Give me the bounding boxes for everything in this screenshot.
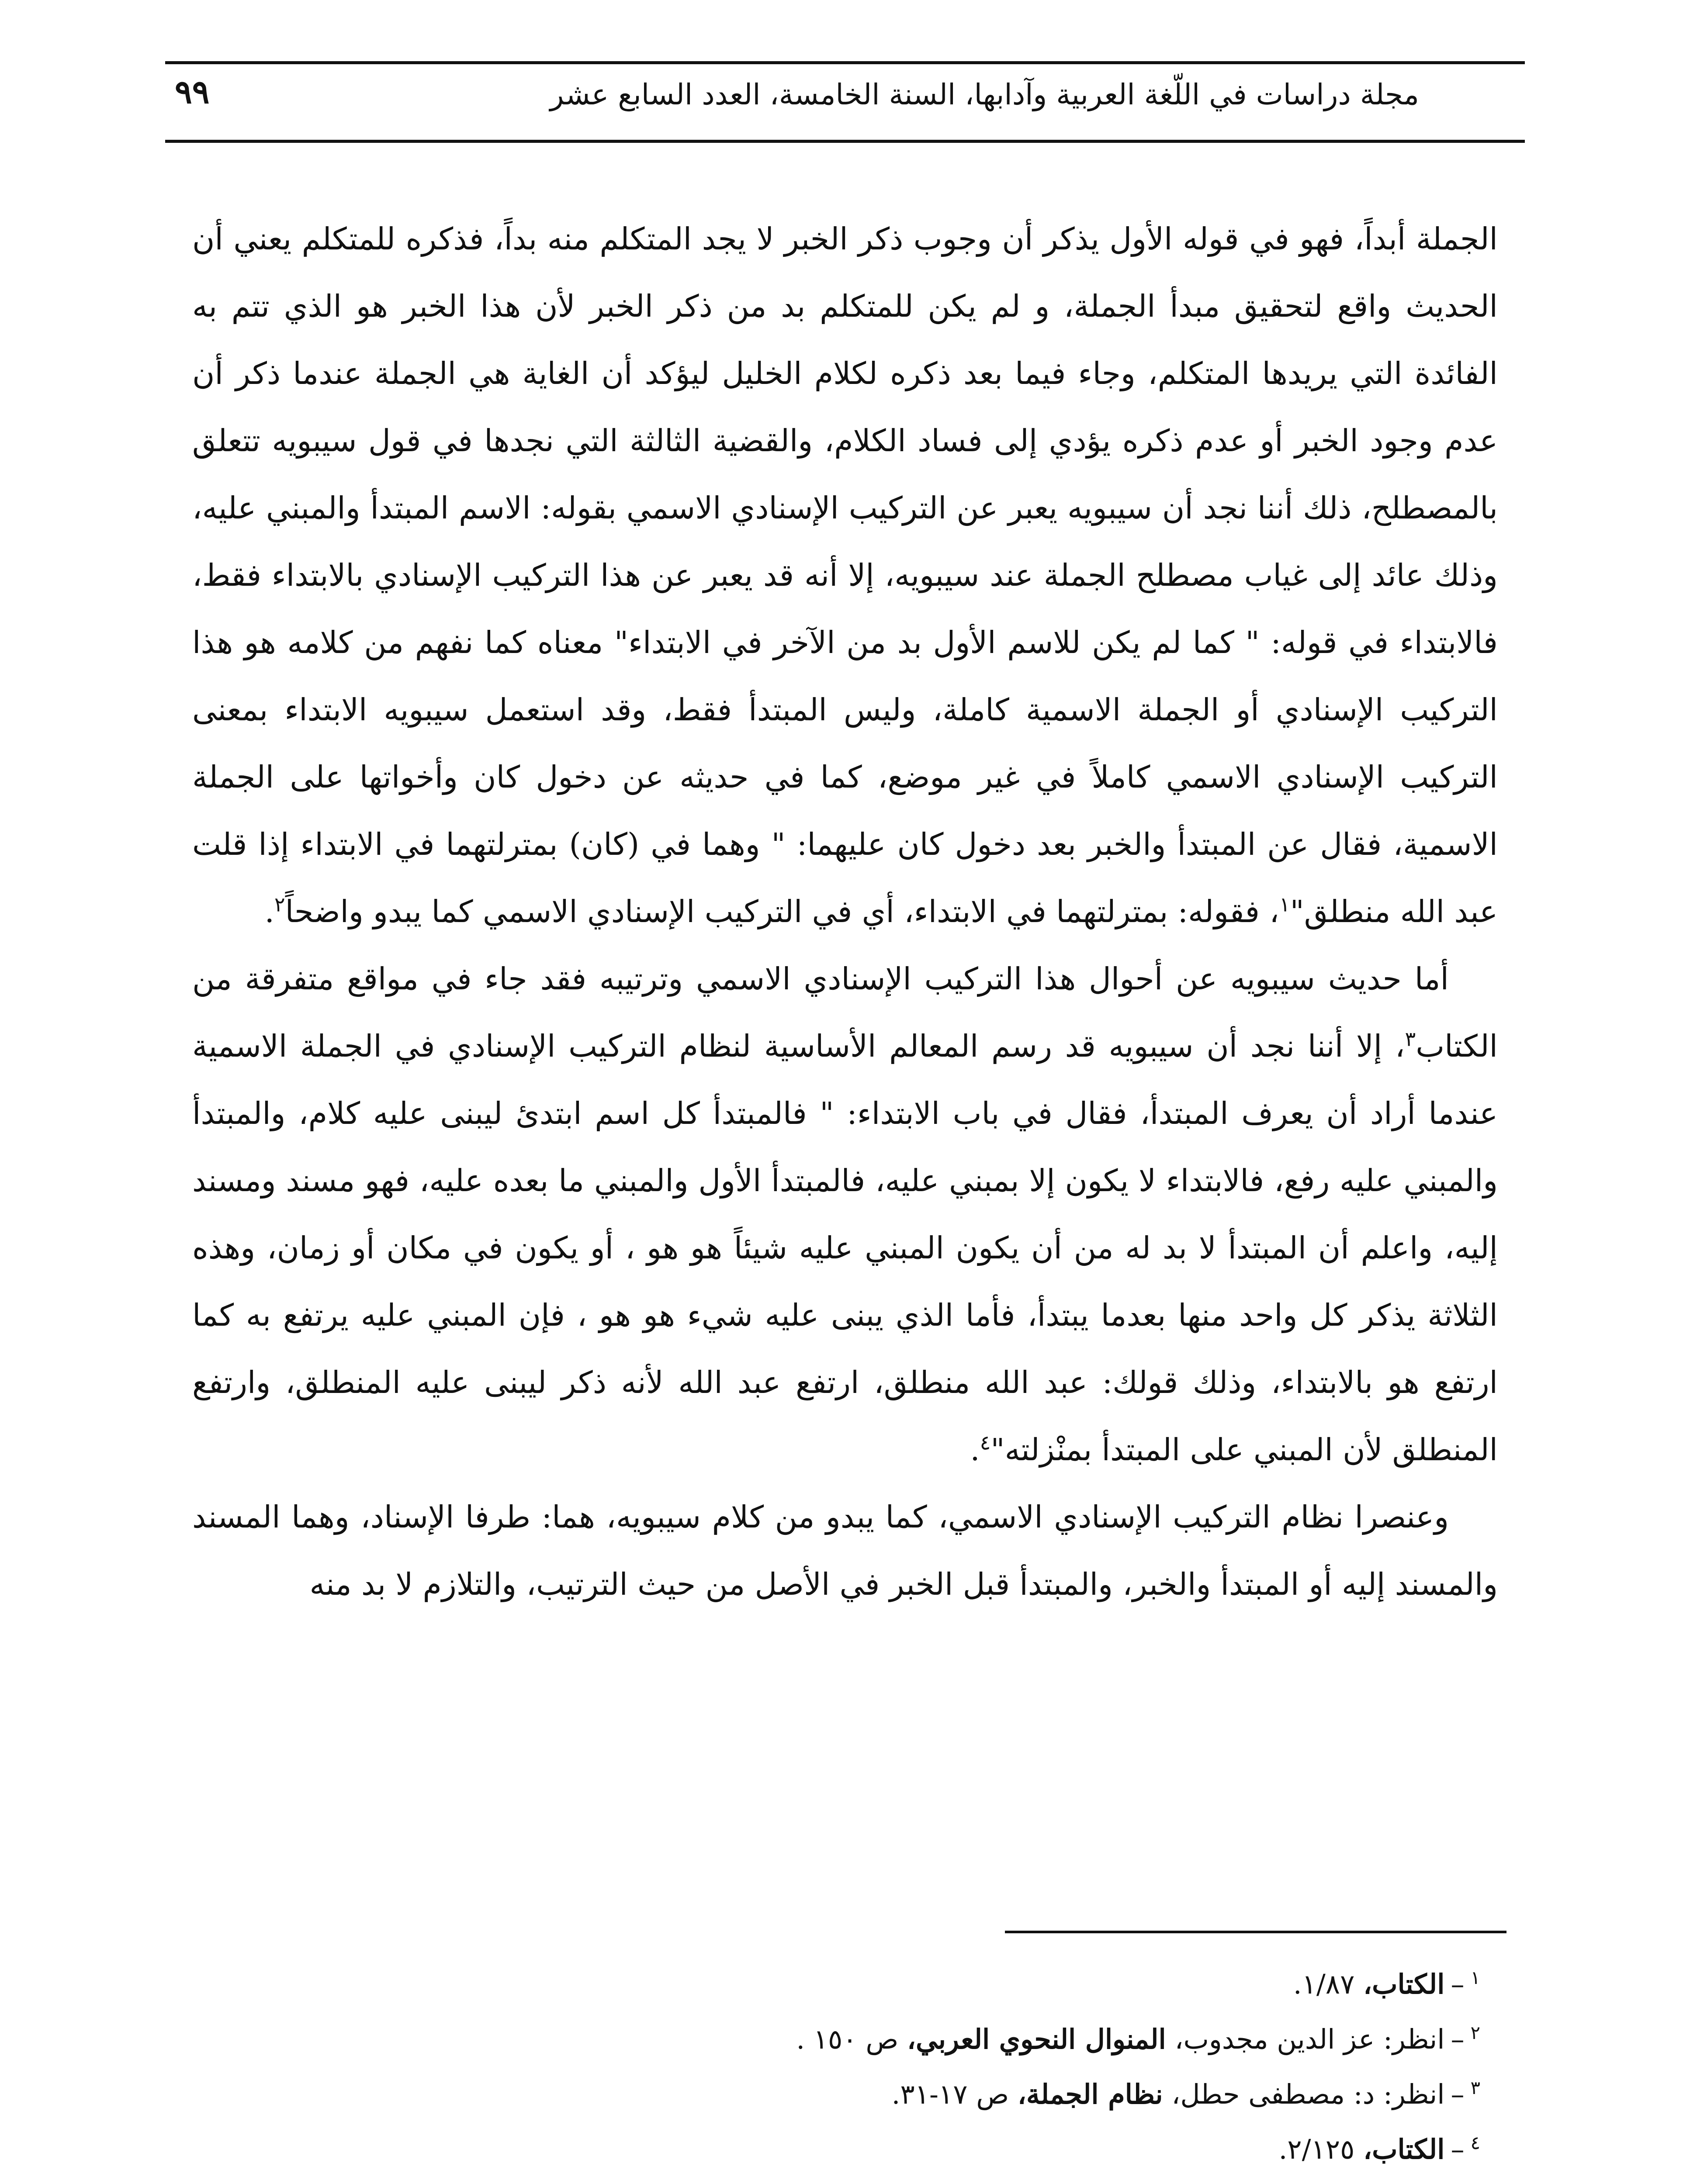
footnote-2-title: المنوال النحوي العربي، [907, 2023, 1166, 2055]
footnote-ref-4[interactable]: ٤ [980, 1431, 991, 1455]
footnote-2-dash: – [1451, 2023, 1465, 2055]
footnote-3-dash: – [1451, 2078, 1465, 2110]
paragraph-1-text-b: ، فقوله: بمترلتهما في الابتداء، أي في التركيب الإسنادي الاسمي كما يبدو واضحاً [285, 894, 1279, 930]
page-number: ٩٩ [175, 73, 210, 111]
footnote-ref-3[interactable]: ٣ [1405, 1027, 1416, 1051]
paragraph-2-text-c: . [970, 1432, 980, 1468]
footnote-1-dash: – [1451, 1968, 1465, 2000]
journal-title: مجلة دراسات في اللّغة العربية وآدابها، السنة الخامسة، العدد السابع عشر [550, 78, 1419, 111]
paragraph-1-text-c: . [264, 894, 274, 930]
footnote-4 [192, 2122, 1480, 2177]
footnote-1-title: الكتاب، [1363, 1968, 1445, 2000]
footnote-3-ref: ص ١٧-٣١. [891, 2078, 1018, 2110]
footnote-2-ref: ص ١٥٠ . [796, 2023, 907, 2055]
main-text [192, 205, 1498, 1618]
footnotes [192, 1957, 1480, 2177]
paragraph-2-text-a: أما حديث سيبويه عن أحوال هذا التركيب الإسنادي الاسمي وترتيبه فقد جاء في مواقع متفرقة من الكتاب [192, 961, 1498, 1064]
paragraph-3 [192, 1483, 1498, 1618]
footnote-separator [1005, 1931, 1506, 1933]
footnote-1 [192, 1957, 1480, 2012]
paragraph-1 [192, 205, 1498, 945]
footnote-1-ref: ١/٨٧. [1293, 1968, 1364, 2000]
footnote-ref-2[interactable]: ٢ [274, 892, 285, 916]
footnote-3-title: نظام الجملة، [1017, 2078, 1163, 2110]
footnote-2-mark: ٢ [1470, 2022, 1480, 2044]
footnote-3 [192, 2067, 1480, 2122]
paragraph-2-text-b: ، إلا أننا نجد أن سيبويه قد رسم المعالم الأساسية لنظام التركيب الإسنادي في الجملة الاسمية عندما أراد أن يعرف المبتدأ، فقال في باب الابتداء: " فالمبتدأ كل اسم ابتدئ ليبنى عليه كلام، والمبتدأ والمبني عليه رفع، فالابتداء لا يكون إلا بمبني عليه، فالمبتدأ الأول والمبني ما بعده عليه، فهو مسند ومسند إليه، واعلم أن المبتدأ لا بد له من أن يكون المبني عليه شيئاً هو هو ، أو يكون في مكان أو زمان، وهذه الثلاثة يذكر كل واحد منها بعدما يبتدأ، فأما الذي يبنى عليه شيء هو هو ، فإن المبني عليه يرتفع به كما ارتفع هو بالابتداء، وذلك قولك: عبد الله منطلق، ارتفع عبد الله لأنه ذكر ليبنى عليه المنطلق، وارتفع المنطلق لأن المبني على المبتدأ بمنْزلته" [192, 1028, 1498, 1468]
footnote-2-pre: انظر: عز الدين مجدوب، [1166, 2023, 1445, 2055]
footnote-4-title: الكتاب، [1363, 2133, 1445, 2165]
footnote-1-mark: ١ [1470, 1967, 1480, 1989]
paragraph-1-text-a: الجملة أبداً، فهو في قوله الأول يذكر أن وجوب ذكر الخبر لا يجد المتكلم منه بداً، فذكره للمتكلم يعني أن الحديث واقع لتحقيق مبدأ الجملة، و لم يكن للمتكلم بد من ذكر الخبر لأن هذا الخبر هو الذي تتم به الفائدة التي يريدها المتكلم، وجاء فيما بعد ذكره لكلام الخليل ليؤكد أن الغاية هي الجملة عندما ذكر أن عدم وجود الخبر أو عدم ذكره يؤدي إلى فساد الكلام، والقضية الثالثة التي نجدها في قول سيبويه تتعلق بالمصطلح، ذلك أننا نجد أن سيبويه يعبر عن التركيب الإسنادي الاسمي بقوله: الاسم المبتدأ والمبني عليه، وذلك عائد إلى غياب مصطلح الجملة عند سيبويه، إلا أنه قد يعبر عن هذا التركيب الإسنادي بالابتداء فقط، فالابتداء في قوله: " كما لم يكن للاسم الأول بد من الآخر في الابتداء" معناه كما نفهم من كلامه هو هذا التركيب الإسنادي أو الجملة الاسمية كاملة، وليس المبتدأ فقط، وقد استعمل سيبويه الابتداء بمعنى التركيب الإسنادي الاسمي كاملاً في غير موضع، كما في حديثه عن دخول كان وأخواتها على الجملة الاسمية، فقال عن المبتدأ والخبر بعد دخول كان عليهما: " وهما في (كان) بمترلتهما في الابتداء إذا قلت عبد الله منطلق" [192, 221, 1498, 930]
paragraph-2 [192, 945, 1498, 1483]
header-top-rule [165, 61, 1525, 64]
footnote-4-dash: – [1451, 2133, 1465, 2165]
header-bottom-rule [165, 140, 1525, 143]
footnote-2 [192, 2012, 1480, 2067]
paragraph-3-text: وعنصرا نظام التركيب الإسنادي الاسمي، كما يبدو من كلام سيبويه، هما: طرفا الإسناد، وهما المسند والمسند إليه أو المبتدأ والخبر، والمبتدأ قبل الخبر في الأصل من حيث الترتيب، والتلازم لا بد منه [192, 1499, 1498, 1602]
footnote-3-pre: انظر: د: مصطفى حطل، [1163, 2078, 1445, 2110]
footnote-4-mark: ٤ [1470, 2132, 1480, 2154]
footnote-3-mark: ٣ [1470, 2077, 1480, 2099]
footnote-ref-1[interactable]: ١ [1279, 892, 1290, 916]
footnote-4-ref: ٢/١٢٥. [1278, 2133, 1364, 2165]
